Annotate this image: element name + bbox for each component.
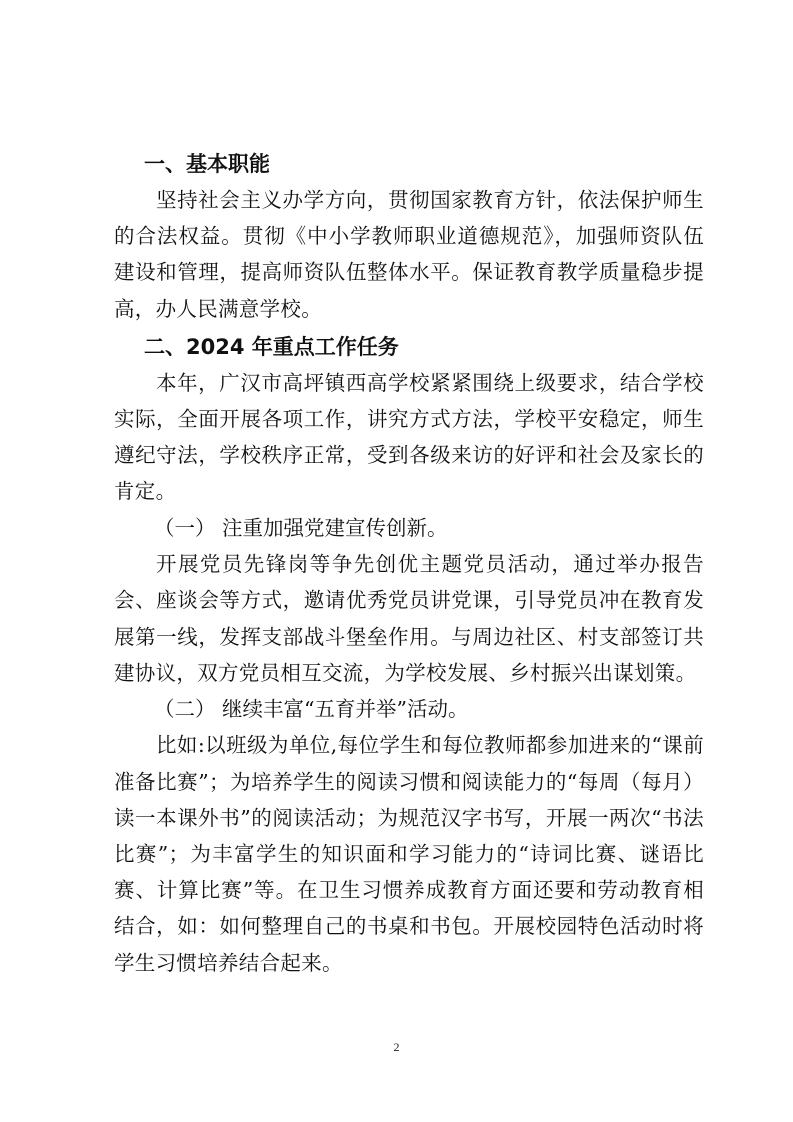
paragraph-party-building: 开展党员先锋岗等争先创优主题党员活动，通过举办报告会、座谈会等方式，邀请优秀党员讲党课，引导党员冲在教育发展第一线，发挥支部战斗堡垒作用。与周边社区、村支部签订共建协议，双方党员相互交流，为学校发展、乡村振兴出谋划策。 <box>114 552 704 685</box>
paragraph-basic-functions: 坚持社会主义办学方向，贯彻国家教育方针，依法保护师生的合法权益。贯彻《中小学教师职业道德规范》，加强师资队伍建设和管理，提高师资队伍整体水平。保证教育教学质量稳步提高，办人民满意学校。 <box>114 188 704 321</box>
paragraph-five-educations: 比如:以班级为单位,每位学生和每位教师都参加进来的“课前准备比赛”；为培养学生的阅读习惯和阅读能力的“每周（每月）读一本课外书”的阅读活动；为规范汉字书写，开展一两次“书法比赛”；为丰富学生的知识面和学习能力的“诗词比赛、谜语比赛、计算比赛”等。在卫生习惯养成教育方面还要和劳动教育相结合，如：如何整理自己的书桌和书包。开展校园特色活动时将学生习惯培养结合起来。 <box>114 733 704 975</box>
paragraph-key-tasks-intro: 本年，广汉市高坪镇西高学校紧紧围绕上级要求，结合学校实际，全面开展各项工作，讲究方式方法，学校平安稳定，师生遵纪守法，学校秩序正常，受到各级来访的好评和社会及家长的肯定。 <box>114 370 704 504</box>
subsection-title-five-educations: （二） 继续丰富“五育并举”活动。 <box>154 696 469 721</box>
page-number: 2 <box>393 1040 400 1054</box>
subsection-title-party-building: （一） 注重加强党建宣传创新。 <box>154 515 448 540</box>
document-body <box>114 146 704 981</box>
section-heading-basic-functions: 一、基本职能 <box>144 152 270 176</box>
section-heading-key-tasks: 二、2024 年重点工作任务 <box>144 334 399 359</box>
